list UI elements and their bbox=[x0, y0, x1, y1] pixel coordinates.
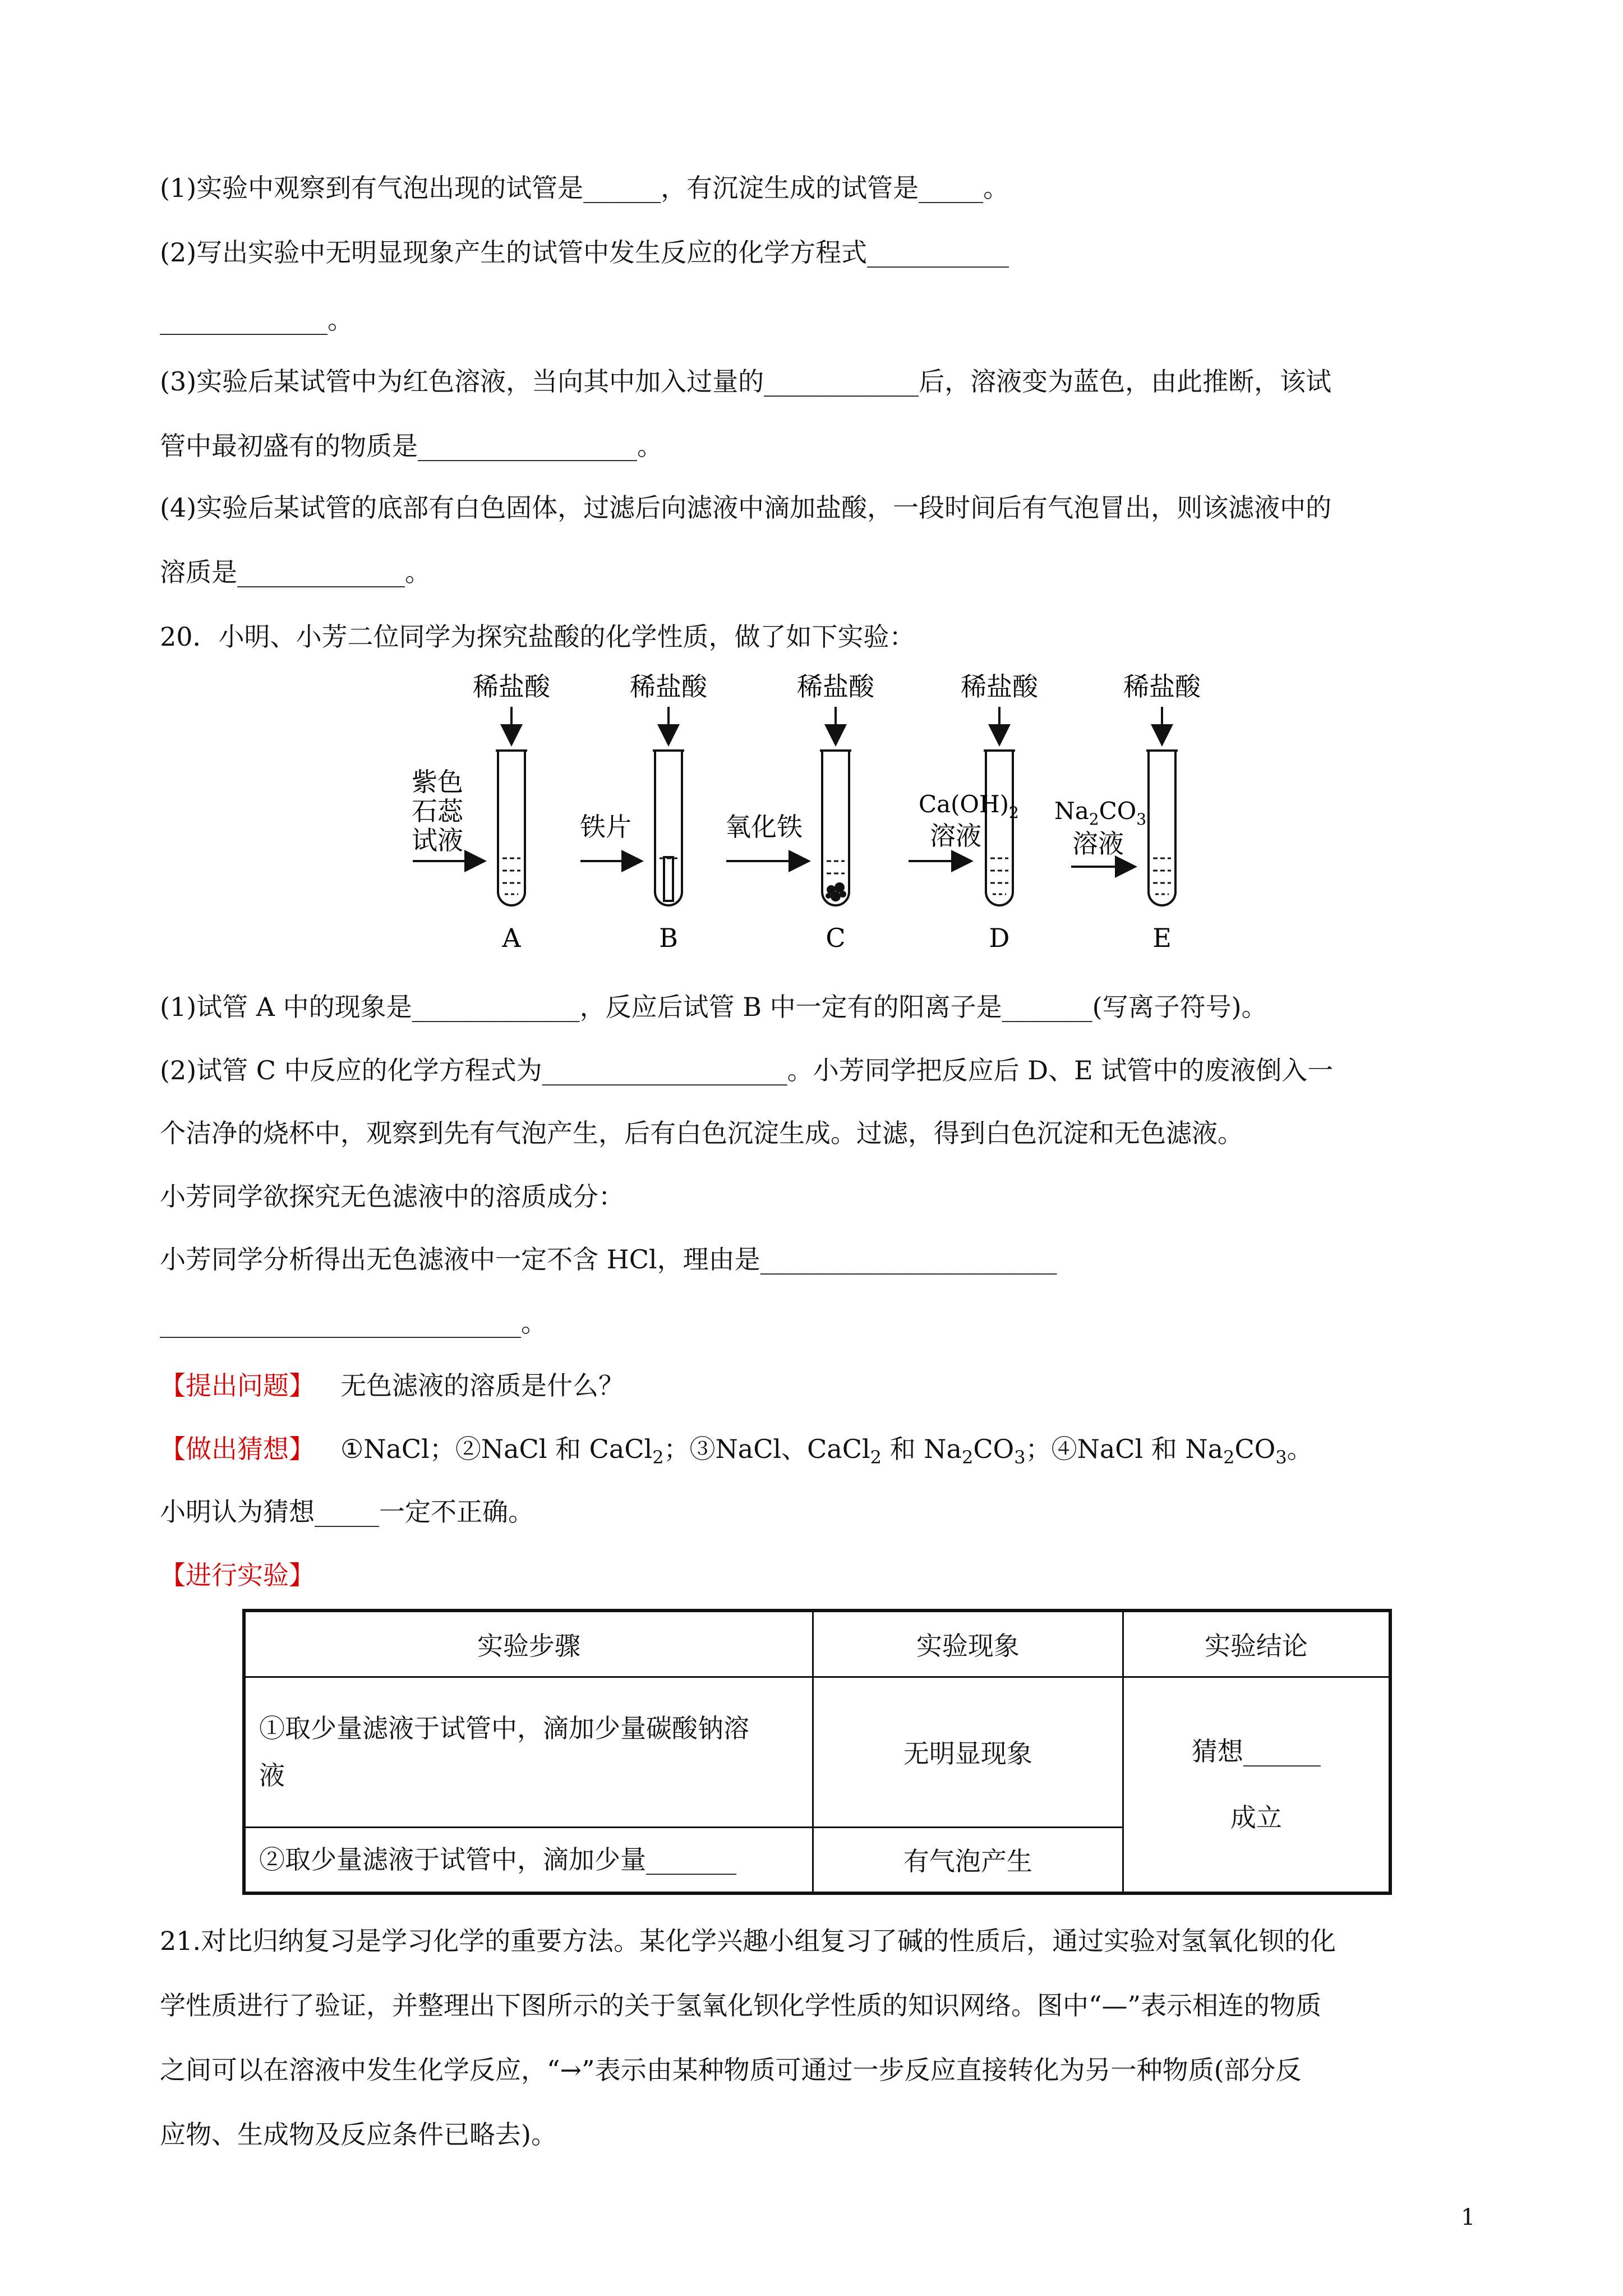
tube-label-a: A bbox=[502, 923, 521, 953]
reagent-e-formula: $Na_2CO_3$ bbox=[1054, 797, 1147, 829]
q19-part2-line2: _____________。 bbox=[160, 305, 353, 335]
q19-part2-line1: (2)写出实验中无明显现象产生的试管中发生反应的化学方程式___________ bbox=[160, 237, 1009, 268]
q20-part4-line2: ____________________________。 bbox=[160, 1308, 547, 1338]
reagent-a-line1: 紫色 bbox=[412, 767, 463, 797]
q19-part4-line1: (4)实验后某试管的底部有白色固体，过滤后向滤液中滴加盐酸，一段时间后有气泡冒出，则该滤液中的 bbox=[160, 493, 1332, 523]
reagent-d-formula: $Ca(OH)_2$ bbox=[919, 790, 1019, 822]
reagent-a-line3: 试液 bbox=[412, 825, 463, 855]
q20-part4-line1: 小芳同学分析得出无色滤液中一定不含 HCl，理由是_______________________ bbox=[160, 1244, 1057, 1274]
tube-e bbox=[1054, 671, 1201, 953]
header-conclusion: 实验结论 bbox=[1123, 1611, 1390, 1677]
q20-part1: (1)试管 A 中的现象是_____________，反应后试管 B 中一定有的阳离子是_______(写离子符号)。 bbox=[160, 992, 1267, 1022]
q20-part2-line2: 个洁净的烧杯中，观察到先有气泡产生，后有白色沉淀生成。过滤，得到白色沉淀和无色滤液。 bbox=[160, 1118, 1243, 1148]
conclusion-cell bbox=[1123, 1677, 1390, 1893]
reagent-d-solution: 溶液 bbox=[930, 821, 981, 851]
q20-part2-line1: (2)试管 C 中反应的化学方程式为___________________。小芳同学把反应后 D、E 试管中的废液倒入一 bbox=[160, 1055, 1334, 1085]
q20-part3: 小芳同学欲探究无色滤液中的溶质成分： bbox=[160, 1181, 624, 1212]
q19-part1: (1)实验中观察到有气泡出现的试管是______，有沉淀生成的试管是_____。 bbox=[160, 173, 1009, 203]
tube-a bbox=[412, 671, 551, 953]
tube-label-c: C bbox=[826, 923, 846, 953]
q21-line3: 之间可以在溶液中发生化学反应，“→”表示由某种物质可通过一步反应直接转化为另一种物质(部分反 bbox=[160, 2055, 1302, 2085]
experiment-tag: 【进行实验】 bbox=[160, 1560, 315, 1590]
reagent-c: 氧化铁 bbox=[725, 812, 803, 842]
page-number: 1 bbox=[1461, 2205, 1476, 2230]
reagent-e-solution: 溶液 bbox=[1072, 829, 1124, 859]
row2-step: ②取少量滤液于试管中，滴加少量_______ bbox=[244, 1827, 813, 1893]
acid-label-d: 稀盐酸 bbox=[961, 671, 1038, 702]
ask-question-tag: 【提出问题】 bbox=[160, 1370, 315, 1401]
q19-part3-line1: (3)实验后某试管中为红色溶液，当向其中加入过量的____________后，溶液变为蓝色，由此推断，该试 bbox=[160, 366, 1332, 397]
tube-label-e: E bbox=[1152, 923, 1172, 953]
experiment-table bbox=[242, 1609, 1392, 1895]
reagent-a-line2: 石蕊 bbox=[412, 796, 463, 826]
q20-intro: 20．小明、小芳二位同学为探究盐酸的化学性质，做了如下实验： bbox=[160, 622, 915, 652]
hypothesis-tag: 【做出猜想】 bbox=[160, 1434, 315, 1464]
tube-c bbox=[725, 671, 875, 953]
q19-part3-line2: 管中最初盛有的物质是_________________。 bbox=[160, 431, 663, 461]
header-phenomenon: 实验现象 bbox=[813, 1611, 1123, 1677]
q21-line2: 学性质进行了验证，并整理出下图所示的关于氢氧化钡化学性质的知识网络。图中“—”表示相连的物质 bbox=[160, 1990, 1322, 2021]
reagent-b: 铁片 bbox=[580, 812, 631, 842]
header-steps: 实验步骤 bbox=[244, 1611, 813, 1677]
tube-label-d: D bbox=[989, 923, 1010, 953]
acid-label-a: 稀盐酸 bbox=[473, 671, 550, 702]
q21-line4: 应物、生成物及反应条件已略去)。 bbox=[160, 2119, 557, 2150]
tube-d bbox=[909, 671, 1039, 953]
acid-label-c: 稀盐酸 bbox=[797, 671, 874, 702]
ask-question-row bbox=[160, 1369, 624, 1402]
row1-phenomenon: 无明显现象 bbox=[813, 1677, 1123, 1827]
acid-label-e: 稀盐酸 bbox=[1123, 671, 1201, 702]
conclusion-valid: 成立 bbox=[1230, 1802, 1282, 1833]
row1-step: ①取少量滤液于试管中，滴加少量碳酸钠溶 液 bbox=[244, 1677, 813, 1827]
q19-part4-line2: 溶质是_____________。 bbox=[160, 557, 431, 587]
test-tube-figure bbox=[404, 668, 1234, 970]
row2-phenomenon: 有气泡产生 bbox=[813, 1827, 1123, 1893]
acid-label-b: 稀盐酸 bbox=[630, 671, 707, 702]
hypothesis-row bbox=[160, 1432, 1313, 1474]
hypothesis-text: ①NaCl；②NaCl 和 CaCl$_2$；③NaCl、CaCl$_2$ 和 $Na_2CO_3$；④NaCl 和 $Na_2CO_3$。 bbox=[340, 1434, 1313, 1468]
conclusion-guess: 猜想______ bbox=[1191, 1736, 1321, 1767]
tube-label-b: B bbox=[659, 923, 678, 953]
q21-line1: 21.对比归纳复习是学习化学的重要方法。某化学兴趣小组复习了碱的性质后，通过实验对氢氧化钡的化 bbox=[160, 1926, 1336, 1956]
ask-question-text: 无色滤液的溶质是什么？ bbox=[340, 1370, 624, 1401]
hypothesis-wrong: 小明认为猜想_____一定不正确。 bbox=[160, 1497, 534, 1527]
tube-b bbox=[580, 671, 708, 953]
